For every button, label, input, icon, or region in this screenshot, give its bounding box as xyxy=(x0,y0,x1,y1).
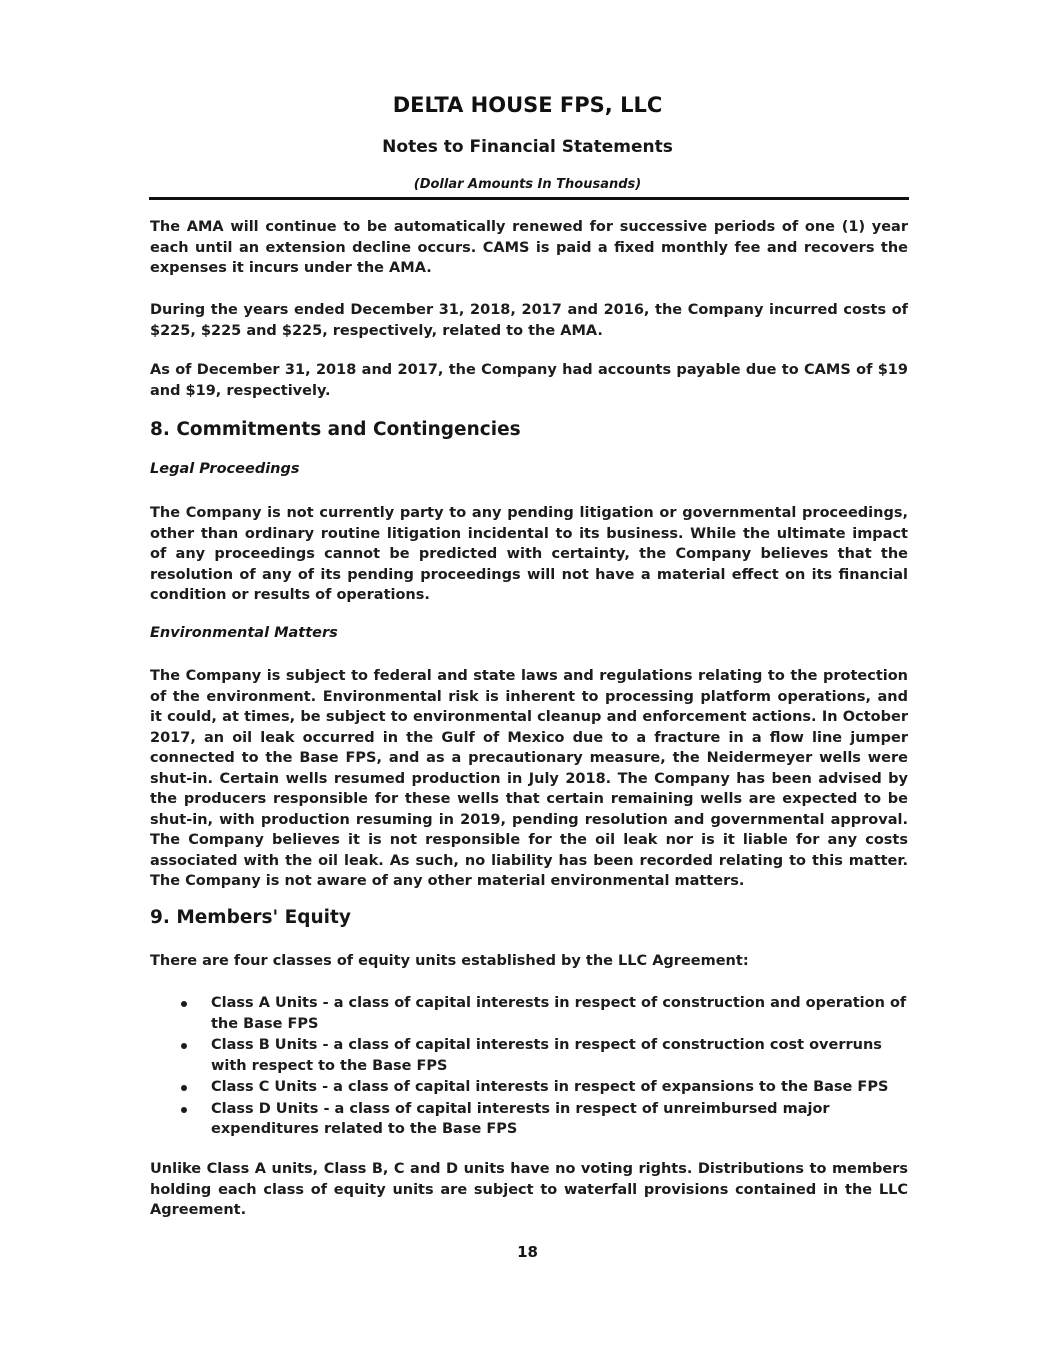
bullet-icon xyxy=(181,1001,187,1007)
accounts-payable-paragraph: As of December 31, 2018 and 2017, the Company had accounts payable due to CAMS of $19 and $19, respectively. xyxy=(150,362,908,399)
bullet-icon xyxy=(181,1043,187,1049)
amounts-note: (Dollar Amounts In Thousands) xyxy=(413,177,642,192)
ama-renewal-paragraph: The AMA will continue to be automatically renewed for successive periods of one (1) year each until an extension decline occurs. CAMS is paid a fixed monthly fee and recovers the expenses it incurs under the AMA. xyxy=(150,219,908,276)
section-9-heading: 9. Members' Equity xyxy=(150,907,351,928)
list-item xyxy=(150,1099,908,1140)
list-item xyxy=(150,993,908,1034)
list-item xyxy=(150,1035,908,1076)
page-number: 18 xyxy=(517,1243,538,1261)
equity-closing-paragraph: Unlike Class A units, Class B, C and D units have no voting rights. Distributions to members holding each class of equity units are subject to waterfall provisions contained in the LLC Agreement. xyxy=(150,1161,908,1218)
header-rule xyxy=(149,197,909,200)
list-item-text: Class B Units - a class of capital interests in respect of construction cost overruns with respect to the Base FPS xyxy=(211,1037,882,1074)
legal-proceedings-paragraph: The Company is not currently party to any pending litigation or governmental proceedings, other than ordinary routine litigation incidental to its business. While the ultimate impact of any proceedings cannot be predicted with certainty, the Company believes that the resolution of any of its pending proceedings will not have a material effect on its financial condition or results of operations. xyxy=(150,505,908,603)
list-item xyxy=(150,1077,908,1098)
list-item-text: Class A Units - a class of capital interests in respect of construction and operation of the Base FPS xyxy=(211,995,907,1032)
document-subtitle: Notes to Financial Statements xyxy=(382,137,673,157)
list-item-text: Class D Units - a class of capital interests in respect of unreimbursed major expenditures related to the Base FPS xyxy=(211,1100,830,1137)
environmental-matters-paragraph: The Company is subject to federal and state laws and regulations relating to the protection of the environment. Environmental risk is inherent to processing platform operations, and it could, at times, be subject to environmental cleanup and enforcement actions. In October 2017, an oil leak occurred in the Gulf of Mexico due to a fracture in a flow line jumper connected to the Base FPS, and as a precautionary measure, the Neidermeyer wells were shut-in. Certain wells resumed production in July 2018. The Company has been advised by the producers responsible for these wells that certain remaining wells are expected to be shut-in, with production resuming in 2019, pending resolution and governmental approval. The Company believes it is not responsible for the oil leak nor is it liable for any costs associated with the oil leak. As such, no liability has been recorded relating to this matter. The Company is not aware of any other material environmental matters. xyxy=(150,668,908,889)
list-item-text: Class C Units - a class of capital interests in respect of expansions to the Base FPS xyxy=(211,1079,889,1095)
bullet-icon xyxy=(181,1085,187,1091)
environmental-matters-heading: Environmental Matters xyxy=(150,625,338,641)
ama-costs-paragraph: During the years ended December 31, 2018, 2017 and 2016, the Company incurred costs of $225, $225 and $225, respectively, related to the AMA. xyxy=(150,302,908,339)
company-name: DELTA HOUSE FPS, LLC xyxy=(392,93,663,117)
equity-intro-paragraph: There are four classes of equity units established by the LLC Agreement: xyxy=(150,953,749,969)
equity-classes-list xyxy=(150,993,908,1141)
bullet-icon xyxy=(181,1107,187,1113)
legal-proceedings-heading: Legal Proceedings xyxy=(150,461,300,477)
section-8-heading: 8. Commitments and Contingencies xyxy=(150,419,521,440)
